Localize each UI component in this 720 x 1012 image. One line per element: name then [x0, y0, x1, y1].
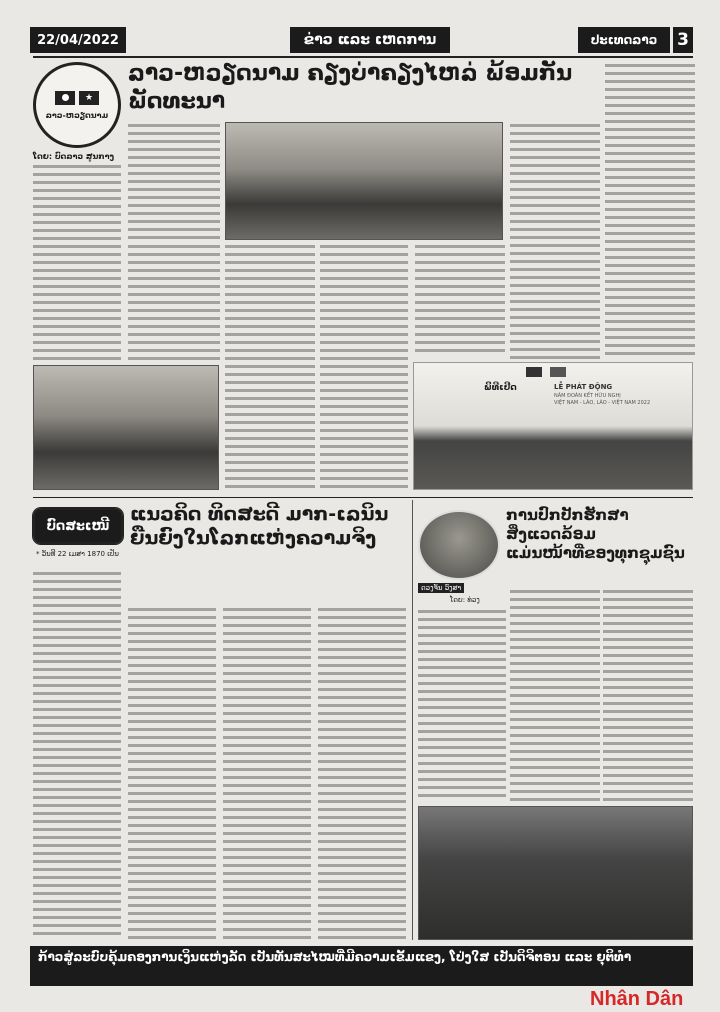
article1-text-col — [320, 245, 408, 490]
column-label: ບົດສະເໜີ — [33, 508, 123, 544]
headline-line: ແນວຄິດ ທິດສະດີ ມາກ-ເລນິນ — [130, 503, 389, 525]
page-number: 3 — [673, 27, 693, 53]
section-title: ຂ່າວ ແລະ ເຫດການ — [290, 27, 450, 53]
flags-icon — [526, 367, 566, 377]
headline-line: ແມ່ນໜ້າທີ່ຂອງທຸກຊຸມຊົນ — [506, 544, 685, 562]
event-lao-title: ພິທີເປີດ — [484, 383, 517, 393]
event-vn-title: LỄ PHÁT ĐỘNG — [554, 383, 613, 391]
article3-text-col — [418, 610, 506, 801]
section-divider — [33, 497, 693, 498]
logo-text: ລາວ-ຫວຽດນາມ — [45, 110, 109, 120]
environment-photo — [418, 510, 500, 580]
article1-headline: ລາວ-ຫວຽດນາມ ຄຽງບ່າຄຽງໄຫລ່ ພ້ອມກັນພັດທະນາ — [128, 61, 573, 114]
photo-caption: ດວງຈັນ ວົງສາ — [418, 583, 464, 593]
article2-text-col — [33, 572, 121, 940]
ceremony-photo — [33, 365, 219, 490]
article2-text-col — [223, 608, 311, 940]
delegation-photo — [225, 122, 503, 240]
footer-banner: ກ້າວສູ່ລະບົບຄຸ້ມຄອງການເງິນແຫ່ງລັດ ເປັນທັນສະໄໝທີ່ມີຄວາມເຂັ້ມແຂງ, ໂປ່ງໃສ ເປັນດິຈິຕອນ ແລະ ຍຸຕິທຳ — [30, 946, 693, 986]
flags-icon: ★ — [55, 91, 99, 105]
article1-text-col — [128, 124, 220, 240]
event-vn-sub1: NĂM ĐOÀN KẾT HỮU NGHỊ — [554, 393, 621, 399]
event-photo — [413, 362, 693, 490]
watermark-logo: Nhân Dân — [590, 988, 684, 1010]
article1-text-col — [225, 245, 315, 490]
article3-text-col — [603, 590, 693, 801]
article1-text-col — [510, 124, 600, 360]
event-vn-sub2: VIỆT NAM - LÀO, LÀO - VIỆT NAM 2022 — [554, 400, 651, 406]
friendship-logo — [33, 62, 121, 148]
article2-lead: * ວັນທີ 22 ເມສາ 1870 ເປັນ — [36, 550, 119, 558]
issue-date: 22/04/2022 — [30, 27, 126, 53]
article3-text-col — [510, 590, 600, 801]
column-divider — [412, 500, 413, 940]
article2-text-col — [318, 608, 406, 940]
article1-text-col — [605, 64, 695, 360]
article1-text-col — [33, 165, 121, 360]
article3-headline — [506, 506, 694, 563]
article3-byline: ໂດຍ: ທ່ວງ — [450, 596, 480, 604]
article1-byline: ໂດຍ: ບົດລາວ ສູນກາງ — [33, 152, 115, 161]
article2-headline — [130, 502, 406, 550]
page-category: ປະເທດລາວ — [578, 27, 670, 53]
headline-line: ການປົກປັກຮັກສາສິ່ງແວດລ້ອມ — [506, 506, 629, 543]
article1-text-col — [128, 245, 220, 360]
header-rule — [33, 56, 693, 58]
article2-text-col — [128, 608, 216, 940]
headline-line: ຍືນຍົງໃນໂລກແຫ່ງຄວາມຈິງ — [130, 527, 377, 549]
article1-text-col — [415, 245, 505, 357]
forest-photo — [418, 806, 693, 940]
